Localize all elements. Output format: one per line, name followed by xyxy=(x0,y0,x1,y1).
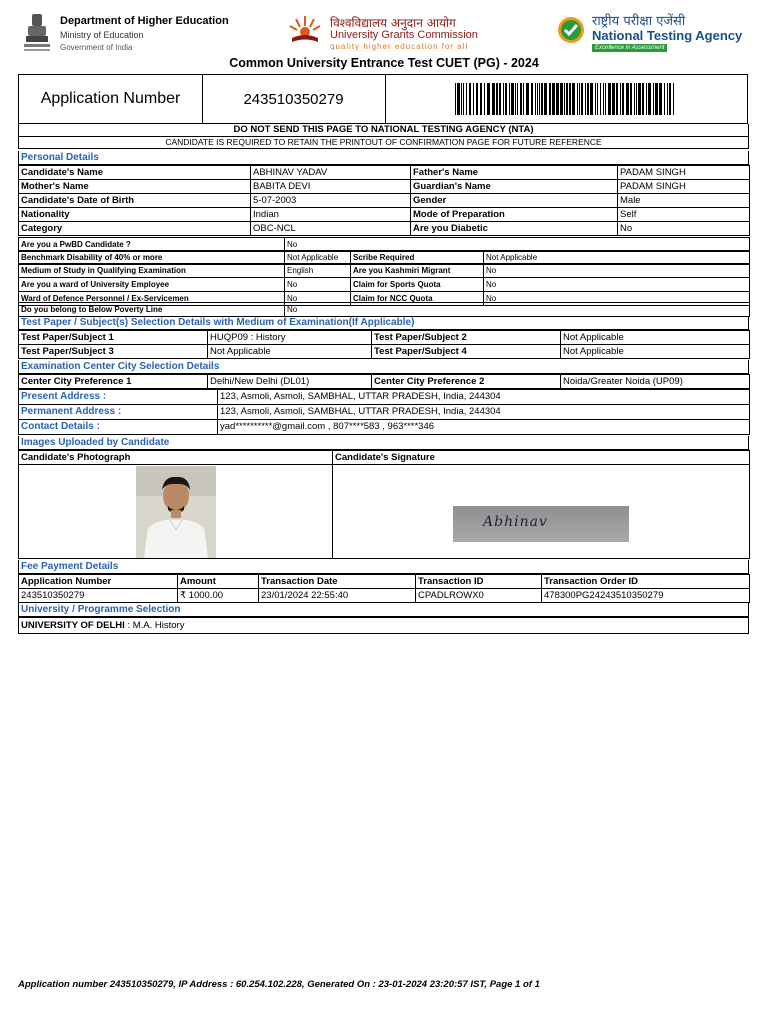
photo-cell xyxy=(19,465,333,559)
center-pref2-value: Noida/Greater Noida (UP09) xyxy=(561,375,750,389)
field-label: Are you Kashmiri Migrant xyxy=(351,264,484,278)
table-row xyxy=(19,331,750,345)
field-label: Test Paper/Subject 4 xyxy=(372,345,561,359)
retain-notice: CANDIDATE IS REQUIRED TO RETAIN THE PRINTOUT OF CONFIRMATION PAGE FOR FUTURE REFERENCE xyxy=(18,137,749,149)
table-row xyxy=(19,589,750,603)
government-name: Government of India xyxy=(60,43,133,52)
barcode-icon xyxy=(455,83,677,115)
field-label: Guardian's Name xyxy=(411,180,618,194)
field-label: Are you Diabetic xyxy=(411,222,618,236)
contact-details-value: yad**********@gmail.com , 807****583 , 963****346 xyxy=(218,420,750,435)
fee-column-header: Amount xyxy=(178,575,259,589)
barcode-bar xyxy=(457,83,460,115)
field-value: Indian xyxy=(251,208,411,222)
fee-column-header: Transaction Date xyxy=(259,575,416,589)
barcode-bar xyxy=(626,83,629,115)
barcode-bar xyxy=(541,83,543,115)
barcode-bar xyxy=(523,83,524,115)
barcode-bar xyxy=(634,83,635,115)
fee-column-header: Application Number xyxy=(19,575,178,589)
barcode-bar xyxy=(473,83,474,115)
exam-title: Common University Entrance Test CUET (PG) - 2024 xyxy=(229,56,539,70)
field-value: No xyxy=(484,292,750,306)
table-row xyxy=(19,451,750,465)
table-row xyxy=(19,345,750,359)
present-address-value: 123, Asmoli, Asmoli, SAMBHAL, UTTAR PRADESH, India, 244304 xyxy=(218,390,750,405)
barcode-bar xyxy=(636,83,637,115)
barcode-bar xyxy=(461,83,462,115)
barcode-bar xyxy=(556,83,559,115)
table-row xyxy=(19,166,750,180)
table-row xyxy=(19,180,750,194)
section-personal-details: Personal Details xyxy=(18,151,749,165)
barcode-bar xyxy=(496,83,498,115)
page-footer: Application number 243510350279, IP Address : 60.254.102.228, Generated On : 23-01-2024 23:20:57 IST, Page 1 of 1 xyxy=(18,979,540,990)
fee-value: 23/01/2024 22:55:40 xyxy=(259,589,416,603)
field-label: Claim for Sports Quota xyxy=(351,278,484,292)
table-row xyxy=(19,208,750,222)
ugc-hindi-name: विश्वविद्यालय अनुदान आयोग xyxy=(330,16,456,30)
barcode-bar xyxy=(585,83,586,115)
field-label: Test Paper/Subject 3 xyxy=(19,345,208,359)
ugc-name: University Grants Commission xyxy=(330,29,478,41)
barcode-bar xyxy=(499,83,501,115)
fee-value: 478300PG24243510350279 xyxy=(542,589,750,603)
barcode-bar xyxy=(600,83,601,115)
application-number-label: Application Number xyxy=(19,75,203,123)
center-pref2-label: Center City Preference 2 xyxy=(372,375,561,389)
barcode-bar xyxy=(603,83,604,115)
fee-value: 243510350279 xyxy=(19,589,178,603)
field-value: HUQP09 : History xyxy=(208,331,372,345)
field-value: 5-07-2003 xyxy=(251,194,411,208)
field-label: Are you a ward of University Employee xyxy=(19,278,285,292)
field-value: English xyxy=(285,264,351,278)
barcode-bar xyxy=(581,83,583,115)
do-not-send-notice: DO NOT SEND THIS PAGE TO NATIONAL TESTING AGENCY (NTA) xyxy=(18,124,749,137)
test-paper-table xyxy=(18,330,750,359)
field-value: No xyxy=(285,292,351,306)
nta-check-logo-icon xyxy=(557,16,585,44)
fee-column-header: Transaction Order ID xyxy=(542,575,750,589)
images-table xyxy=(18,450,750,559)
bpl-label: Do you belong to Below Poverty Line xyxy=(19,303,285,317)
signature-text: Abhinav xyxy=(483,514,548,530)
field-label: Ward of Defence Personnel / Ex-Servicemen xyxy=(19,292,285,306)
barcode-bar xyxy=(539,83,540,115)
signature-cell xyxy=(333,465,750,559)
section-university: University / Programme Selection xyxy=(18,603,749,617)
barcode-bar xyxy=(566,83,568,115)
section-images: Images Uploaded by Candidate xyxy=(18,436,749,450)
exam-center-table xyxy=(18,374,750,389)
barcode-bar xyxy=(476,83,478,115)
barcode-bar xyxy=(577,83,578,115)
fee-column-header: Transaction ID xyxy=(416,575,542,589)
barcode-bar xyxy=(655,83,658,115)
barcode-bar xyxy=(526,83,529,115)
other-details-table xyxy=(18,263,750,306)
barcode-bar xyxy=(511,83,514,115)
pwbd-label: Are you a PwBD Candidate ? xyxy=(19,238,285,252)
table-row xyxy=(19,420,750,435)
barcode-bar xyxy=(646,83,647,115)
field-value: PADAM SINGH xyxy=(618,166,750,180)
field-value: No xyxy=(484,278,750,292)
center-pref1-value: Delhi/New Delhi (DL01) xyxy=(208,375,372,389)
field-label: Test Paper/Subject 1 xyxy=(19,331,208,345)
barcode-bar xyxy=(535,83,536,115)
barcode-bar xyxy=(552,83,555,115)
ugc-logo-icon xyxy=(286,12,324,50)
field-value: Not Applicable xyxy=(561,331,750,345)
field-value: Self xyxy=(618,208,750,222)
university-table xyxy=(18,617,749,634)
field-label: Scribe Required xyxy=(351,251,484,265)
barcode-bar xyxy=(463,83,464,115)
barcode-bar xyxy=(673,83,674,115)
table-row xyxy=(19,303,750,317)
table-row xyxy=(19,390,750,405)
fee-value: ₹ 1000.00 xyxy=(178,589,259,603)
signature-label: Candidate's Signature xyxy=(333,451,750,465)
barcode-bar xyxy=(515,83,516,115)
field-label: Category xyxy=(19,222,251,236)
table-row xyxy=(19,222,750,236)
barcode-bar xyxy=(487,83,490,115)
barcode-bar xyxy=(569,83,571,115)
section-exam-center: Examination Center City Selection Details xyxy=(18,360,749,374)
field-value: OBC-NCL xyxy=(251,222,411,236)
field-label: Nationality xyxy=(19,208,251,222)
field-label: Candidate's Name xyxy=(19,166,251,180)
field-value: Not Applicable xyxy=(561,345,750,359)
field-value: ABHINAV YADAV xyxy=(251,166,411,180)
bpl-value: No xyxy=(285,303,750,317)
field-label: Mode of Preparation xyxy=(411,208,618,222)
barcode-bar xyxy=(564,83,565,115)
barcode-bar xyxy=(579,83,580,115)
field-label: Mother's Name xyxy=(19,180,251,194)
section-test-paper: Test Paper / Subject(s) Selection Details with Medium of Examination(If Applicable) xyxy=(18,316,749,330)
barcode-bar xyxy=(653,83,654,115)
center-pref1-label: Center City Preference 1 xyxy=(19,375,208,389)
table-row xyxy=(19,405,750,420)
table-row xyxy=(19,375,750,389)
field-label: Medium of Study in Qualifying Examination xyxy=(19,264,285,278)
fee-value: CPADLROWX0 xyxy=(416,589,542,603)
barcode-bar xyxy=(620,83,621,115)
field-value: Male xyxy=(618,194,750,208)
barcode-bar xyxy=(608,83,611,115)
barcode-bar xyxy=(597,83,598,115)
table-row xyxy=(19,465,750,559)
application-number-value: 243510350279 xyxy=(202,75,386,123)
university-cell xyxy=(19,618,749,634)
contact-details-label: Contact Details : xyxy=(19,420,218,435)
barcode-bar xyxy=(520,83,522,115)
barcode-bar xyxy=(537,83,538,115)
barcode-bar xyxy=(616,83,618,115)
ministry-name: Ministry of Education xyxy=(60,30,144,40)
barcode-bar xyxy=(664,83,665,115)
programme-name: : M.A. History xyxy=(124,619,185,631)
table-row xyxy=(19,575,750,589)
barcode-bar xyxy=(667,83,668,115)
field-value: Not Applicable xyxy=(208,345,372,359)
barcode-bar xyxy=(605,83,606,115)
field-label: Benchmark Disability of 40% or more xyxy=(19,251,285,265)
pwbd-value: No xyxy=(285,238,750,252)
field-label: Claim for NCC Quota xyxy=(351,292,484,306)
fee-payment-table xyxy=(18,574,750,603)
barcode-bar xyxy=(572,83,575,115)
personal-details-table xyxy=(18,165,750,236)
nta-name: National Testing Agency xyxy=(592,28,743,43)
permanent-address-label: Permanent Address : xyxy=(19,405,218,420)
field-label: Father's Name xyxy=(411,166,618,180)
ugc-tagline: quality higher education for all xyxy=(330,42,469,51)
field-value: No xyxy=(484,264,750,278)
field-label: Test Paper/Subject 2 xyxy=(372,331,561,345)
barcode-bar xyxy=(505,83,507,115)
field-value: No xyxy=(618,222,750,236)
field-label: Gender xyxy=(411,194,618,208)
barcode-bar xyxy=(587,83,589,115)
barcode-bar xyxy=(455,83,456,115)
barcode-bar xyxy=(622,83,624,115)
nta-tagline: Excellence in Assessment xyxy=(592,44,667,52)
barcode-bar xyxy=(466,83,467,115)
table-row xyxy=(19,618,749,634)
field-value: Not Applicable xyxy=(484,251,750,265)
barcode-bar xyxy=(531,83,533,115)
address-table xyxy=(18,389,750,435)
table-row xyxy=(19,278,750,292)
barcode-bar xyxy=(560,83,563,115)
barcode-bar xyxy=(544,83,547,115)
photo-label: Candidate's Photograph xyxy=(19,451,333,465)
barcode-bar xyxy=(630,83,632,115)
bpl-table xyxy=(18,302,750,317)
national-emblem-icon xyxy=(20,12,54,54)
field-value: No xyxy=(285,278,351,292)
barcode-bar xyxy=(638,83,641,115)
barcode-bar xyxy=(659,83,662,115)
field-value: Not Applicable xyxy=(285,251,351,265)
barcode-bar xyxy=(595,83,596,115)
section-fee-payment: Fee Payment Details xyxy=(18,560,749,574)
barcode-bar xyxy=(669,83,671,115)
field-value: BABITA DEVI xyxy=(251,180,411,194)
university-name: UNIVERSITY OF DELHI xyxy=(21,619,125,631)
barcode-bar xyxy=(549,83,551,115)
nta-hindi-name: राष्ट्रीय परीक्षा एजेंसी xyxy=(592,14,686,29)
barcode-bar xyxy=(590,83,593,115)
barcode-bar xyxy=(469,83,471,115)
barcode-bar xyxy=(492,83,495,115)
candidate-signature xyxy=(453,506,629,542)
barcode-bar xyxy=(509,83,510,115)
field-label: Candidate's Date of Birth xyxy=(19,194,251,208)
barcode-bar xyxy=(503,83,504,115)
present-address-label: Present Address : xyxy=(19,390,218,405)
table-row xyxy=(19,264,750,278)
barcode-bar xyxy=(517,83,518,115)
permanent-address-value: 123, Asmoli, Asmoli, SAMBHAL, UTTAR PRADESH, India, 244304 xyxy=(218,405,750,420)
barcode-bar xyxy=(648,83,651,115)
dhe-title: Department of Higher Education xyxy=(60,15,229,27)
barcode-bar xyxy=(642,83,644,115)
field-value: PADAM SINGH xyxy=(618,180,750,194)
barcode-bar xyxy=(612,83,615,115)
table-row xyxy=(19,194,750,208)
barcode-bar xyxy=(484,83,485,115)
candidate-photo xyxy=(136,466,216,558)
barcode-bar xyxy=(480,83,482,115)
